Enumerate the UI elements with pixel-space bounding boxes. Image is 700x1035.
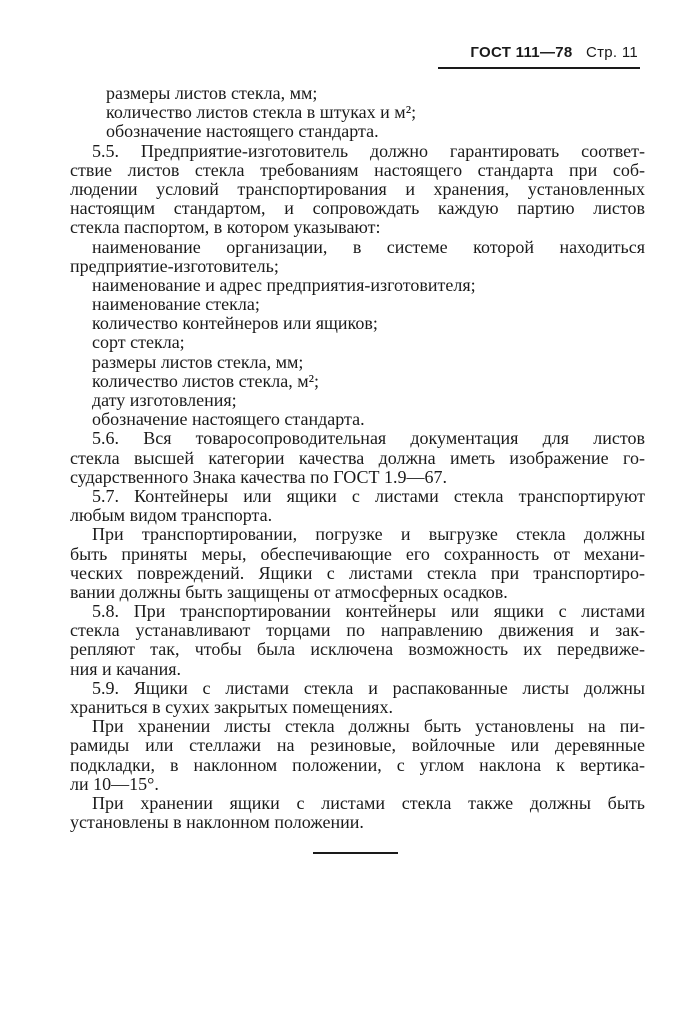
text-line: быть приняты меры, обеспечивающие его сохранность от механи- xyxy=(70,544,645,564)
text-line: При хранении листы стекла должны быть установлены на пи- xyxy=(92,717,645,737)
text-line: рамиды или стеллажи на резиновые, войлочные или деревянные xyxy=(70,736,645,756)
text-line: 5.9. Ящики с листами стекла и распакованные листы должны xyxy=(92,678,645,698)
standard-number: ГОСТ 111—78 xyxy=(470,44,573,61)
text-line: ческих повреждений. Ящики с листами стекла при транспортиро- xyxy=(70,563,645,583)
text-line: 5.6. Вся товаросопроводительная документация для листов xyxy=(92,429,645,449)
text-line: подкладки, в наклонном положении, с углом наклона к вертика- xyxy=(70,755,645,775)
text-line: храниться в сухих закрытых помещениях. xyxy=(70,698,393,717)
text-line: количество листов стекла в штуках и м²; xyxy=(106,103,417,123)
text-line: 5.7. Контейнеры или ящики с листами стекла транспортируют xyxy=(92,486,645,506)
text-line: 5.8. При транспортировании контейнеры или ящики с листами xyxy=(92,602,645,622)
page-number: Стр. 11 xyxy=(585,44,638,61)
text-line: размеры листов стекла, мм; xyxy=(106,84,318,103)
text-line: сударственного Знака качества по ГОСТ 1.9—67. xyxy=(70,467,447,487)
text-line: вании должны быть защищены от атмосферных осадков. xyxy=(70,582,508,602)
text-line: стекла паспортом, в котором указывают: xyxy=(70,218,381,238)
text-line: наименование стекла; xyxy=(92,295,260,315)
text-line: стекла высшей категории качества должна иметь изображение го- xyxy=(70,448,645,468)
running-header xyxy=(470,44,638,61)
text-line: размеры листов стекла, мм; xyxy=(92,352,304,372)
text-line: репляют так, чтобы была исключена возможность их передвиже- xyxy=(70,640,645,660)
text-line: любым видом транспорта. xyxy=(70,506,273,526)
text-line: При хранении ящики с листами стекла также должны быть xyxy=(92,793,645,813)
text-line: настоящим стандартом, и сопровождать каждую партию листов xyxy=(70,199,645,219)
text-line: наименование организации, в системе которой находиться xyxy=(92,237,645,257)
text-line: ствие листов стекла требованиям настоящего стандарта при соб- xyxy=(70,160,645,180)
document-body xyxy=(70,84,645,832)
text-line: количество листов стекла, м²; xyxy=(92,371,320,391)
text-line: обозначение настоящего стандарта. xyxy=(106,122,379,142)
text-line: 5.5. Предприятие-изготовитель должно гарантировать соответ- xyxy=(92,141,645,161)
text-line: стекла устанавливают торцами по направлению движения и зак- xyxy=(70,621,645,641)
text-line: ния и качания. xyxy=(70,659,182,679)
text-line: наименование и адрес предприятия-изготовителя; xyxy=(92,275,476,295)
text-line: обозначение настоящего стандарта. xyxy=(92,410,365,430)
text-line: ли 10—15°. xyxy=(70,774,159,794)
text-line: сорт стекла; xyxy=(92,333,185,353)
end-of-text-rule xyxy=(313,852,398,854)
text-line: количество контейнеров или ящиков; xyxy=(92,314,378,334)
text-line: предприятие-изготовитель; xyxy=(70,256,279,276)
text-line: дату изготовления; xyxy=(92,391,237,410)
header-rule xyxy=(438,67,640,69)
text-line: При транспортировании, погрузке и выгрузке стекла должны xyxy=(92,525,645,545)
text-line: установлены в наклонном положении. xyxy=(70,813,364,833)
text-line: людении условий транспортирования и хранения, установленных xyxy=(70,179,645,199)
